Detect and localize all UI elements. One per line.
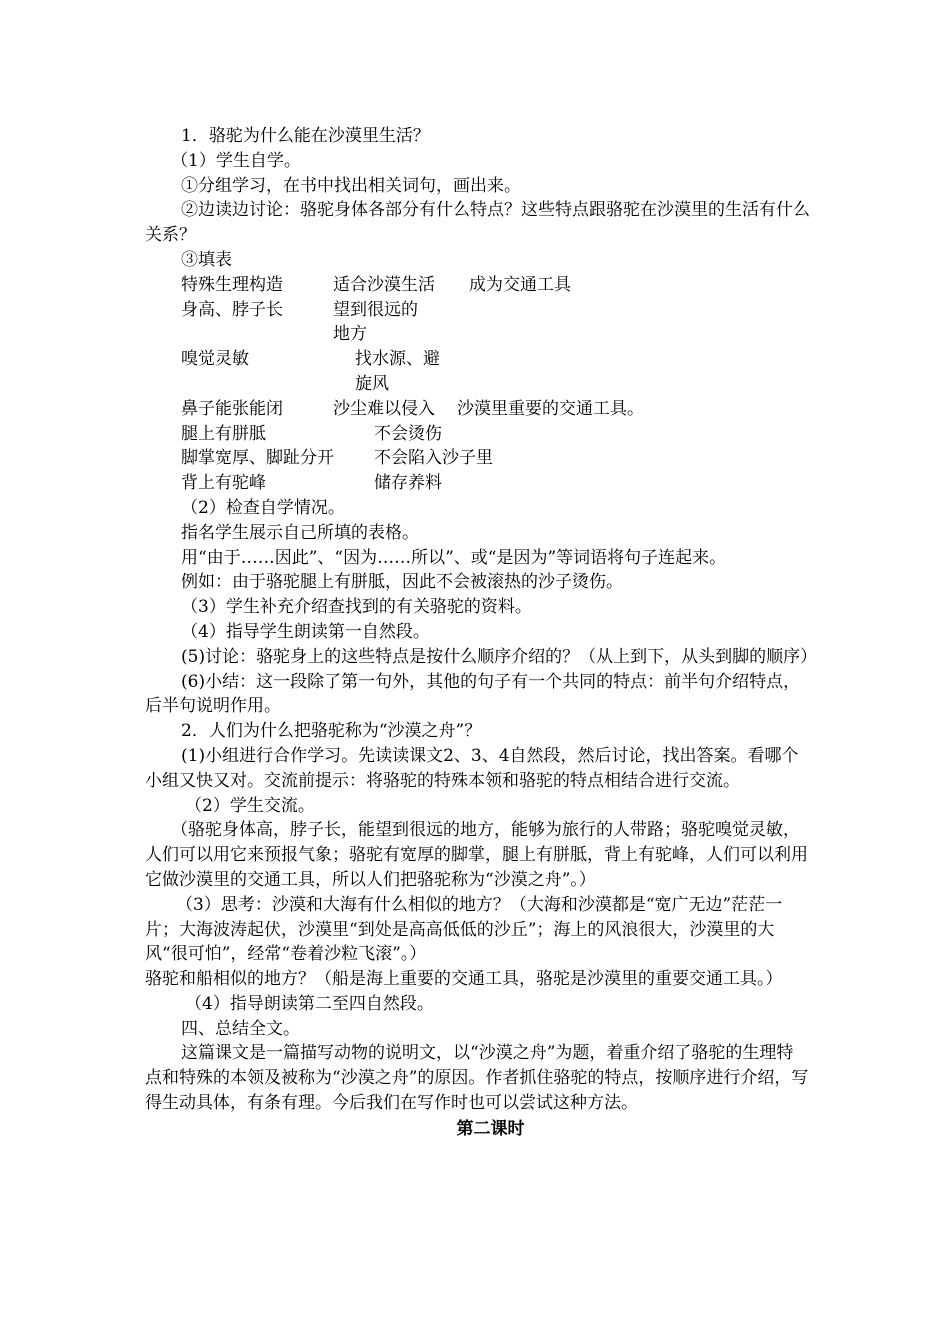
paragraph: （3）思考：沙漠和大海有什么相似的地方？（大海和沙漠都是“宽广无边”茫茫一片；大海波涛起伏，沙漠里“到处是高高低低的沙丘”；海上的风浪很大，沙漠里的大风“很可怕”，经常“卷着沙粒飞滚”。）	[145, 894, 783, 965]
table-cell: 身高、脖子长	[181, 299, 283, 320]
table-row	[145, 298, 810, 348]
step-self-study: （1）学生自学。	[171, 150, 301, 171]
paragraph: (6)小结：这一段除了第一句外，其他的句子有一个共同的特点：前半句介绍特点，后半句说明作用。	[145, 671, 801, 717]
table-cell: 鼻子能张能闭	[181, 398, 283, 419]
table-cell: 背上有驼峰	[181, 473, 266, 494]
step-check: （2）检查自学情况。	[181, 497, 345, 518]
paragraph: (1)小组进行合作学习。先读读课文2、3、4自然段，然后讨论，找出答案。看哪个小组又快又对。交流前提示：将骆驼的特殊本领和骆驼的特点相结合进行交流。	[145, 745, 799, 791]
table-header-cell: 适合沙漠生活	[333, 274, 435, 295]
table-row	[145, 397, 810, 422]
paragraph: 骆驼和船相似的地方？（船是海上重要的交通工具，骆驼是沙漠里的重要交通工具。）	[145, 969, 783, 990]
paragraph: 这篇课文是一篇描写动物的说明文，以“沙漠之舟”为题，着重介绍了骆驼的生理特点和特殊的本领及被称为“沙漠之舟”的原因。作者抓住骆驼的特点，按顺序进行介绍，写得生动具体，有条有理。今后我们在写作时也可以尝试这种方法。	[145, 1043, 809, 1114]
paragraph: （2）学生交流。	[185, 795, 315, 816]
paragraph: （骆驼身体高，脖子长，能望到很远的地方，能够为旅行的人带路；骆驼嗅觉灵敏，人们可以用它来预报气象；骆驼有宽厚的脚掌，腿上有胼胝，背上有驼峰，人们可以利用它做沙漠里的交通工具，所以人们把骆驼称为“沙漠之舟”。）	[145, 820, 808, 890]
paragraph: 指名学生展示自己所填的表格。	[181, 522, 419, 543]
table-row	[145, 446, 810, 471]
table-row	[145, 422, 810, 447]
document-page	[145, 124, 818, 1142]
paragraph: （4）指导学生朗读第一自然段。	[181, 621, 430, 642]
table-header-cell: 成为交通工具	[469, 274, 571, 295]
feature-table	[145, 273, 810, 496]
paragraph: 例如：由于骆驼腿上有胼胝，因此不会被滚热的沙子烫伤。	[181, 572, 623, 593]
step-fill-table: ③填表	[181, 249, 232, 270]
table-cell: 脚掌宽厚、脚趾分开	[181, 448, 334, 469]
table-cell: 腿上有胼胝	[181, 423, 266, 444]
table-header-cell: 特殊生理构造	[181, 274, 283, 295]
table-cell: 找水源、避旋风	[355, 349, 440, 394]
table-cell: 沙漠里重要的交通工具。	[457, 398, 644, 419]
question-1: 1．骆驼为什么能在沙漠里生活？	[181, 126, 430, 146]
table-row	[145, 347, 810, 397]
step-discussion: ②边读边讨论：骆驼身体各部分有什么特点？这些特点跟骆驼在沙漠里的生活有什么关系？	[145, 200, 810, 246]
table-header-row	[145, 273, 810, 298]
question-2: 2．人们为什么把骆驼称为“沙漠之舟”？	[181, 721, 482, 742]
table-cell: 望到很远的地方	[333, 299, 418, 345]
section-heading: 四、总结全文。	[181, 1018, 300, 1039]
table-cell: 不会烫伤	[374, 423, 442, 444]
table-cell: 沙尘难以侵入	[333, 398, 435, 419]
lesson-heading: 第二课时	[456, 1118, 525, 1139]
table-row	[145, 471, 810, 496]
paragraph: (5)讨论：骆驼身上的这些特点是按什么顺序介绍的？（从上到下，从头到脚的顺序）	[181, 646, 818, 667]
paragraph: （3）学生补充介绍查找到的有关骆驼的资料。	[181, 597, 532, 618]
paragraph: 用“由于……因此”、“因为……所以”、或“是因为”等词语将句子连起来。	[181, 547, 727, 568]
table-cell: 储存养料	[374, 473, 442, 494]
step-group-study: ①分组学习，在书中找出相关词句，画出来。	[181, 175, 521, 196]
table-cell: 不会陷入沙子里	[374, 448, 493, 469]
paragraph: （4）指导朗读第二至四自然段。	[185, 993, 434, 1014]
table-cell: 嗅觉灵敏	[181, 349, 249, 370]
